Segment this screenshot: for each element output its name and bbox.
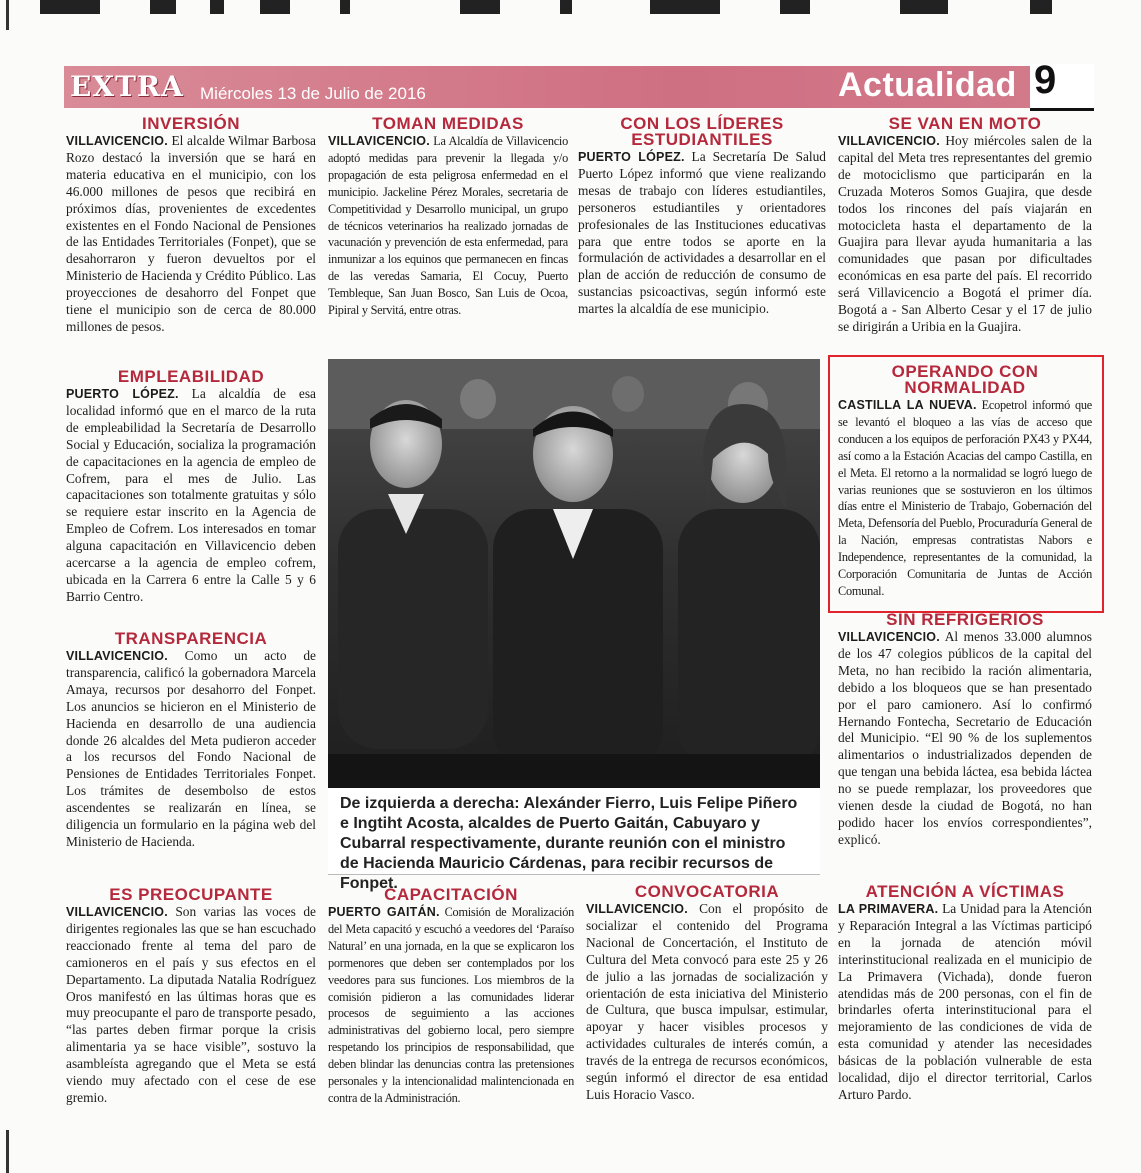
article-body: VILLAVICENCIO. Al menos 33.000 alumnos de los 47 colegios públicos de la capital del Meta, no han recibido la ración alimentaria, debido a los bloqueos que se han presentado por el paro camionero. Así lo confirmó Hernando Fontecha, Secretario de Educación del Municipio. “El 90 % de los suplementos alimentarios o industrializados dependen de que tengan una bebida láctea, esa bebida láctea no se puede remplazar, los proveedores que vienen desde la ciudad de Bogotá, no han podido hacer los envíos correspondientes”, explicó.: [838, 629, 1092, 847]
top-print-marks: [40, 0, 1100, 22]
headline: TRANSPARENCIA: [114, 629, 268, 648]
photo-alcaldes-image: [328, 359, 820, 788]
headline: SIN REFRIGERIOS: [886, 610, 1044, 629]
dateline: PUERTO LÓPEZ.: [578, 150, 685, 164]
dateline: LA PRIMAVERA.: [838, 902, 939, 916]
article-transparencia: [66, 631, 316, 851]
article-preocupante: [66, 887, 316, 1107]
headline: ATENCIÓN A VÍCTIMAS: [865, 882, 1065, 901]
headline: OPERANDO CON NORMALIDAD: [891, 362, 1039, 397]
article-body: PUERTO LÓPEZ. La Secretaría De Salud Puerto López informó que viene realizando mesas de trabajo con líderes estudiantiles, personeros estudiantiles y orientadores profesionales de las Instituciones educativas para que entre todos se aporte en la formulación de actividades a desarrollar en el plan de acción de reducción de consumo de sustancias psicoactivas, según informó este martes la alcaldía de ese municipio.: [578, 149, 827, 317]
dateline: VILLAVICENCIO.: [838, 134, 940, 148]
headline: CON LOS LÍDERES ESTUDIANTILES: [620, 114, 784, 149]
article-normalidad: [838, 364, 1092, 600]
dateline: PUERTO GAITÁN.: [328, 905, 440, 919]
article-refrigerios: [838, 612, 1092, 849]
issue-date: Miércoles 13 de Julio de 2016: [200, 84, 426, 103]
dateline: VILLAVICENCIO.: [328, 134, 430, 148]
article-moto: [838, 116, 1092, 336]
left-margin-mark: [6, 0, 9, 30]
page-number: 9: [1034, 58, 1057, 102]
dateline: CASTILLA LA NUEVA.: [838, 398, 977, 412]
headline: TOMAN MEDIDAS: [372, 114, 524, 133]
dateline: VILLAVICENCIO.: [66, 134, 168, 148]
article-body: VILLAVICENCIO. Hoy miércoles salen de la capital del Meta tres representantes del gremio de motociclismo que participarán en la Cruzada Moteros Somos Guajira, que desde todos los rincones del país viajarán en motocicleta hasta el departamento de la Guajira para llevar ayuda humanitaria a las comunidades que pasan por dificultades económicas en esa parte del país. El recorrido será Villavicencio a Bogotá el primer día. Bogotá a - San Alberto Cesar y el 17 de julio se dirigirán a Uribia en la Guajira.: [838, 133, 1092, 334]
headline: CAPACITACIÓN: [384, 885, 518, 904]
article-inversion: [66, 116, 316, 336]
article-body: VILLAVICENCIO. La Alcaldía de Villavicencio adoptó medidas para prevenir la llegada y/o propagación de esta peligrosa enfermedad en el municipio. Jackeline Pérez Morales, secretaria de Competitividad y Desarrollo municipal, un grupo de técnicos veterinarios ha realizado jornadas de vacunación y prevención de esta enfermedad, para inmunizar a los equinos que permanecen en fincas de las veredas Samaria, El Cocuy, Puerto Tembleque, San Juan Bosco, San Luis de Ocoa, Pipiral y Servitá, entre otras.: [328, 134, 568, 318]
article-body: CASTILLA LA NUEVA. Ecopetrol informó que se levantó el bloqueo a las vías de acceso que conducen a los equipos de perforación PX43 y PX44, así como a la Estación Acacias del campo Castilla, en el Meta. El retorno a la normalidad se logró luego de varias reuniones que se sostuvieron en los últimos días entre el Ministerio de Trabajo, Gobernación del Meta, Defensoría del Pueblo, Procuraduría General de la Nación, empresas contratistas Nabors e Independence, representantes de la comunidad, la Corporación Comunitaria de Juntas de Acción Comunal.: [838, 398, 1093, 598]
article-body: PUERTO LÓPEZ. La alcaldía de esa localidad informó que en el marco de la ruta de empleabilidad la Secretaría de Desarrollo Social y Educación, socializa la programación de capacitaciones en la agencia de empleo de Cofrem, para el mes de Julio. Las capacitaciones son totalmente gratuitas y sólo se requiere estar inscrito en la Agencia de Empleo de Cofrem. Los interesados en tomar alguna capacitación en Villavicencio deben acercarse a la agencia de empleo cofrem, ubicada en la Carrera 6 entre la Calle 5 y 6 Barrio Centro.: [66, 386, 316, 604]
photo-caption-text: De izquierda a derecha: Alexánder Fierro, Luis Felipe Piñero e Ingtiht Acosta, alcaldes de Puerto Gaitán, Cabuyaro y Cubarral respectivamente, durante reunión con el ministro de Hacienda Mauricio Cárdenas, para recibir recursos de Fonpet.: [340, 795, 798, 892]
headline: EMPLEABILIDAD: [117, 367, 265, 386]
newspaper-logo: EXTRA: [70, 70, 184, 103]
dateline: VILLAVICENCIO.: [838, 630, 940, 644]
dateline: VILLAVICENCIO.: [66, 905, 168, 919]
headline: SE VAN EN MOTO: [888, 114, 1042, 133]
headline: INVERSIÓN: [141, 114, 241, 133]
left-margin-mark: [6, 1130, 9, 1173]
dateline: VILLAVICENCIO.: [66, 649, 168, 663]
dateline: VILLAVICENCIO.: [586, 902, 688, 916]
article-body: LA PRIMAVERA. La Unidad para la Atención y Reparación Integral a las Víctimas participó en la jornada de atención móvil interinstitucional realizada en el municipio de La Primavera (Vichada), donde fueron atendidas más de 200 personas, con el fin de brindarles oferta interinstitucional para el mejoramiento de las condiciones de vida de esta comunidad y atender las necesidades básicas de la población vulnerable de esta localidad, dijo el director territorial, Carlos Arturo Pardo.: [838, 901, 1092, 1102]
news-photo: [328, 359, 820, 788]
article-capacitacion: [328, 887, 574, 1107]
article-lideres: [578, 116, 826, 318]
article-toman-medidas: [328, 116, 568, 319]
article-body: VILLAVICENCIO. Como un acto de transparencia, calificó la gobernadora Marcela Amaya, recursos por desahorro del Fonpet. Los anuncios se hicieron en el Ministerio de Hacienda en desarrollo de una audiencia donde 26 alcaldes del Meta pudieron acceder a los recursos del Fondo Nacional de Pensiones de Entidades Territoriales Fonpet. Los trámites de desembolso de estos ascendentes se realizarán en línea, se diligencia un formulario en la página web del Ministerio de Hacienda.: [66, 648, 316, 849]
headline: ES PREOCUPANTE: [109, 885, 273, 904]
article-convocatoria: [586, 884, 828, 1104]
section-title: Actualidad: [838, 66, 1017, 104]
article-body: PUERTO GAITÁN. Comisión de Moralización del Meta capacitó y escuchó a veedores del ‘Paraíso Natural’ en una jornada, en la que se explicaron los pormenores que deben ser contemplados por los veedores para sus funciones. Los miembros de la comisión pidieron a las comunidades liderar procesos de seguimiento a las acciones administrativas del gobierno local, pero siempre respetando los principios de responsabilidad, que deben blindar las denuncias contra las pretensiones personales y la intencionalidad malintencionada en contra de la Administración.: [328, 905, 574, 1105]
article-victimas: [838, 884, 1092, 1104]
dateline: PUERTO LÓPEZ.: [66, 387, 179, 401]
article-body: VILLAVICENCIO. El alcalde Wilmar Barbosa Rozo destacó la inversión que se hará en materia educativa en el municipio, con los 46.000 millones de pesos que recibirá en próximos días, provenientes de excedentes existentes en el Fondo Nacional de Pensiones de las Entidades Territoriales (Fonpet), que se desahorraron y fueron devueltos por el Ministerio de Hacienda y Crédito Público. Las proyecciones de desahorro del Fonpet que tiene el municipio son de cerca de 80.000 millones de pesos.: [66, 133, 316, 334]
headline: CONVOCATORIA: [634, 882, 780, 901]
article-body: VILLAVICENCIO. Con el propósito de socializar el contenido del Programa Nacional de Concertación, el Instituto de Cultura del Meta convocó para este 25 y 26 de julio a las jornadas de socialización y orientación de esta iniciativa del Ministerio de Cultura, que busca impulsar, estimular, apoyar y hacer visibles procesos y actividades culturales de interés común, a través de la entrega de recursos económicos, según informó el director de esa entidad Luis Horacio Vasco.: [586, 901, 828, 1102]
article-body: VILLAVICENCIO. Son varias las voces de dirigentes regionales las que se han escuchado reaccionado frente al tema del paro de camioneros en el país y sus efectos en el Departamento. La diputada Natalia Rodríguez Oros manifestó en las últimas horas que es muy preocupante el paro de transporte pesado, “las partes deben firmar porque la crisis alimentaria ya se hace visible”, sostuvo la asambleísta agregando que el Meta se está viendo muy afectado con el cese de ese gremio.: [66, 904, 316, 1105]
article-empleabilidad: [66, 369, 316, 606]
